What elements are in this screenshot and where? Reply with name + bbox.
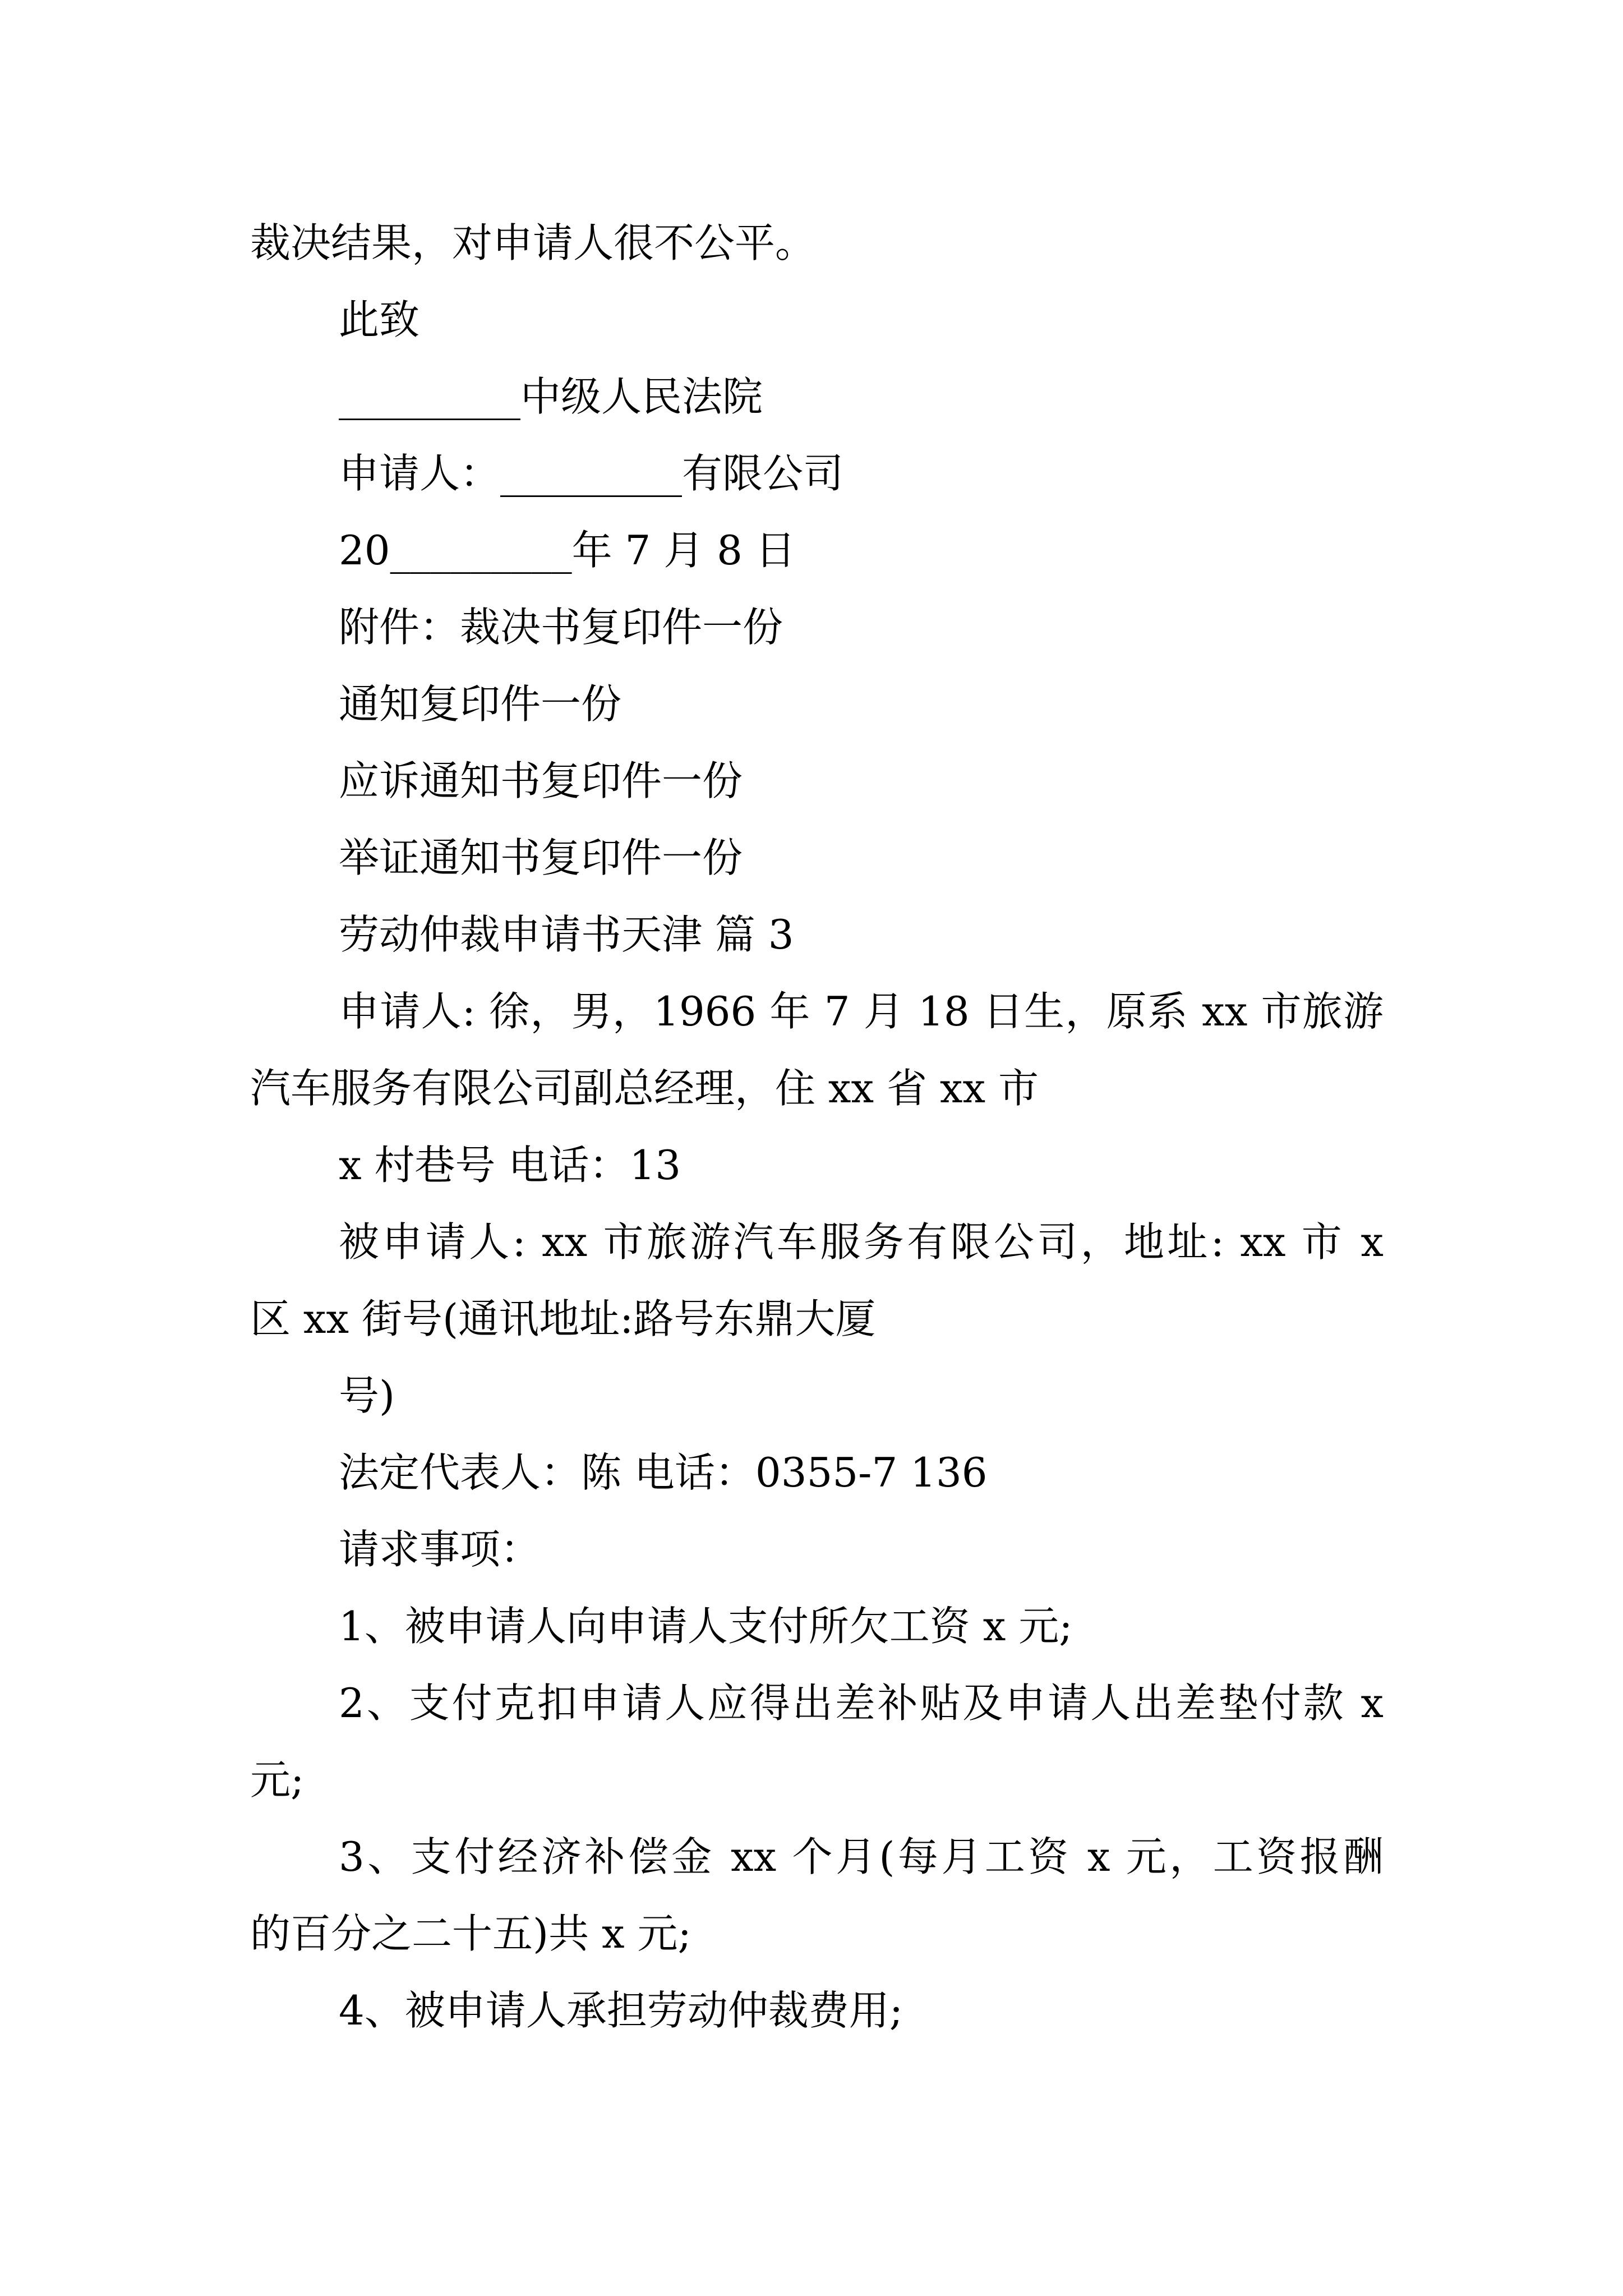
claim-item: 4、被申请人承担劳动仲裁费用;	[339, 1987, 903, 2034]
applicant-info-line: 汽车服务有限公司副总经理，住 xx 省 xx 市	[250, 1065, 1039, 1112]
document-body	[250, 205, 1384, 2049]
claim-item: 1、被申请人向申请人支付所欠工资 x 元;	[339, 1603, 1073, 1650]
claim-item: 3、支付经济补偿金 xx 个月(每月工资 x 元，工资报酬	[339, 1833, 1384, 1880]
signature-date: 20_________年 7 月 8 日	[339, 527, 796, 574]
attachment-line: 举证通知书复印件一份	[339, 834, 743, 881]
respondent-info-line: 被申请人: xx 市旅游汽车服务有限公司，地址: xx 市 x	[339, 1218, 1384, 1266]
attachment-line: 通知复印件一份	[339, 680, 622, 728]
section-heading: 劳动仲裁申请书天津 篇 3	[339, 911, 794, 958]
applicant-signature: 申请人：_________有限公司	[339, 450, 844, 497]
text-line: 裁决结果，对申请人很不公平。	[250, 219, 816, 266]
respondent-info-line: 号)	[339, 1372, 395, 1419]
attachment-line: 应诉通知书复印件一份	[339, 757, 743, 804]
claim-item: 的百分之二十五)共 x 元;	[250, 1910, 691, 1957]
applicant-info-line: 申请人: 徐，男，1966 年 7 月 18 日生，原系 xx 市旅游	[339, 988, 1384, 1035]
claim-item: 2、支付克扣申请人应得出差补贴及申请人出差垫付款 x	[339, 1680, 1384, 1727]
respondent-info-line: 区 xx 街号(通讯地址:路号东鼎大厦	[250, 1295, 876, 1342]
applicant-info-line: x 村巷号 电话：13	[339, 1142, 681, 1189]
legal-representative-line: 法定代表人：陈 电话：0355-7 136	[339, 1449, 988, 1496]
recipient-court: _________中级人民法院	[339, 373, 763, 420]
claims-heading: 请求事项：	[339, 1526, 541, 1573]
closing-salutation: 此致	[339, 296, 420, 343]
attachment-line: 附件：裁决书复印件一份	[339, 604, 783, 651]
claim-item: 元;	[250, 1756, 305, 1803]
